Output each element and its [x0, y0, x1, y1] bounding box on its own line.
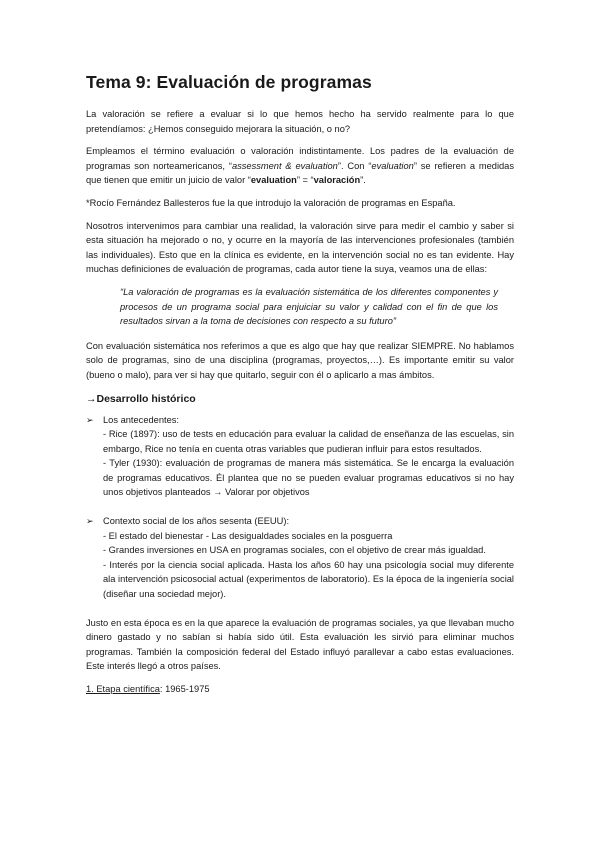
origins-paragraph: [86, 144, 514, 188]
text-run: Empleamos el término evaluación o valoración indistintamente. Los padres de la evaluación de programas son norteamericanos, “: [86, 146, 514, 171]
page-title: Tema 9: Evaluación de programas: [86, 72, 372, 92]
text-run: ” se refieren a medidas que tienen que emitir un juicio de valor “: [86, 160, 515, 186]
etapa-heading: [86, 682, 514, 697]
bold-term: valoración: [313, 175, 361, 186]
bullet-contexto: [86, 514, 514, 602]
bullet-antecedentes: [86, 413, 514, 501]
systematic-paragraph: Con evaluación sistemática nos referimos a que es algo que hay que realizar SIEMPRE. No hablamos solo de programas, sino de una disciplina (programas, proyectos,…). Es importante emitir su valor (bueno o malo), para ver si hay que quitarlo, seguir con él o aplicarlo a mas ámbitos.: [86, 340, 514, 380]
bullet-line: - Interés por la ciencia social aplicada. Hasta los años 60 hay una psicología social muy diferente ala intervención psicosocial actual (experimentos de laboratorio). Es la época de la ingeniería social (diseñar una sociedad mejor).: [103, 559, 514, 600]
bullet-line: - Tyler (1930): evaluación de programas de manera más sistemática. Se le encarga la evaluación de programas educativos. Él plantea que no se pueden evaluar programas educativos si no hay unos objetivos planteados → Valorar por objetivos: [103, 458, 514, 498]
bullet-line: - Rice (1897): uso de tests en educación para evaluar la calidad de enseñanza de las escuelas, sin embargo, Rice no tenía en cuenta otras variables que pudieran influir para estos resultados.: [103, 429, 514, 454]
italic-term: evaluation: [371, 160, 414, 171]
text-run: ”.: [360, 175, 366, 186]
italic-term: assessment & evaluation: [231, 160, 338, 171]
section-heading: →Desarrollo histórico: [86, 392, 196, 405]
bold-term: evaluation: [250, 175, 297, 186]
intro-paragraph: La valoración se refiere a evaluar si lo que hemos hecho ha servido realmente para lo que pretendíamos: ¿Hemos conseguido mejorara la situación, o no?: [86, 109, 514, 134]
bullet-line: - Grandes inversiones en USA en programas sociales, con el objetivo de crear más igualdad.: [103, 545, 486, 556]
text-run: ”. Con “: [337, 160, 372, 171]
bullet-heading: Contexto social de los años sesenta (EEUU):: [103, 516, 290, 527]
etapa-label: 1. Etapa científica: [86, 684, 160, 694]
etapa-years: : 1965-1975: [159, 684, 210, 694]
text-run: ” = “: [296, 175, 314, 186]
arrow-bullet-icon: ➢: [86, 414, 94, 425]
arrow-bullet-icon: ➢: [86, 516, 94, 527]
bullet-heading: Los antecedentes:: [103, 414, 179, 425]
definition-quote: “La valoración de programas es la evaluación sistemática de los diferentes componentes y procesos de un programa social para enjuiciar su valor y calidad con el fin de que los resultados sirvan a la toma de decisiones con respecto a su futuro”: [120, 286, 498, 327]
note-paragraph: *Rocío Fernández Ballesteros fue la que introdujo la valoración de programas en España.: [86, 197, 456, 208]
bullet-line: - El estado del bienestar - Las desigualdades sociales en la posguerra: [103, 530, 393, 541]
era-paragraph: Justo en esta época es en la que aparece la evaluación de programas sociales, ya que llevaban mucho dinero gastado y no sabían si había sido útil. Esta evaluación les sirvió para eliminar muchos programas. También la composición federal del Estado influyó parallevar a cabo estas evaluaciones. Este interés llegó a otros países.: [86, 617, 514, 672]
intervention-paragraph: Nosotros intervenimos para cambiar una realidad, la valoración sirve para medir el cambio y saber si esta situación ha mejorado o no, y ocurre en la mayoría de las intervenciones profesionales (también las individuales). Esto que en la clínica es evidente, en la intervención social no es tan evidente. Hay muchas definiciones de evaluación de programas, cada autor tiene la suya, veamos una de ellas:: [86, 220, 514, 275]
